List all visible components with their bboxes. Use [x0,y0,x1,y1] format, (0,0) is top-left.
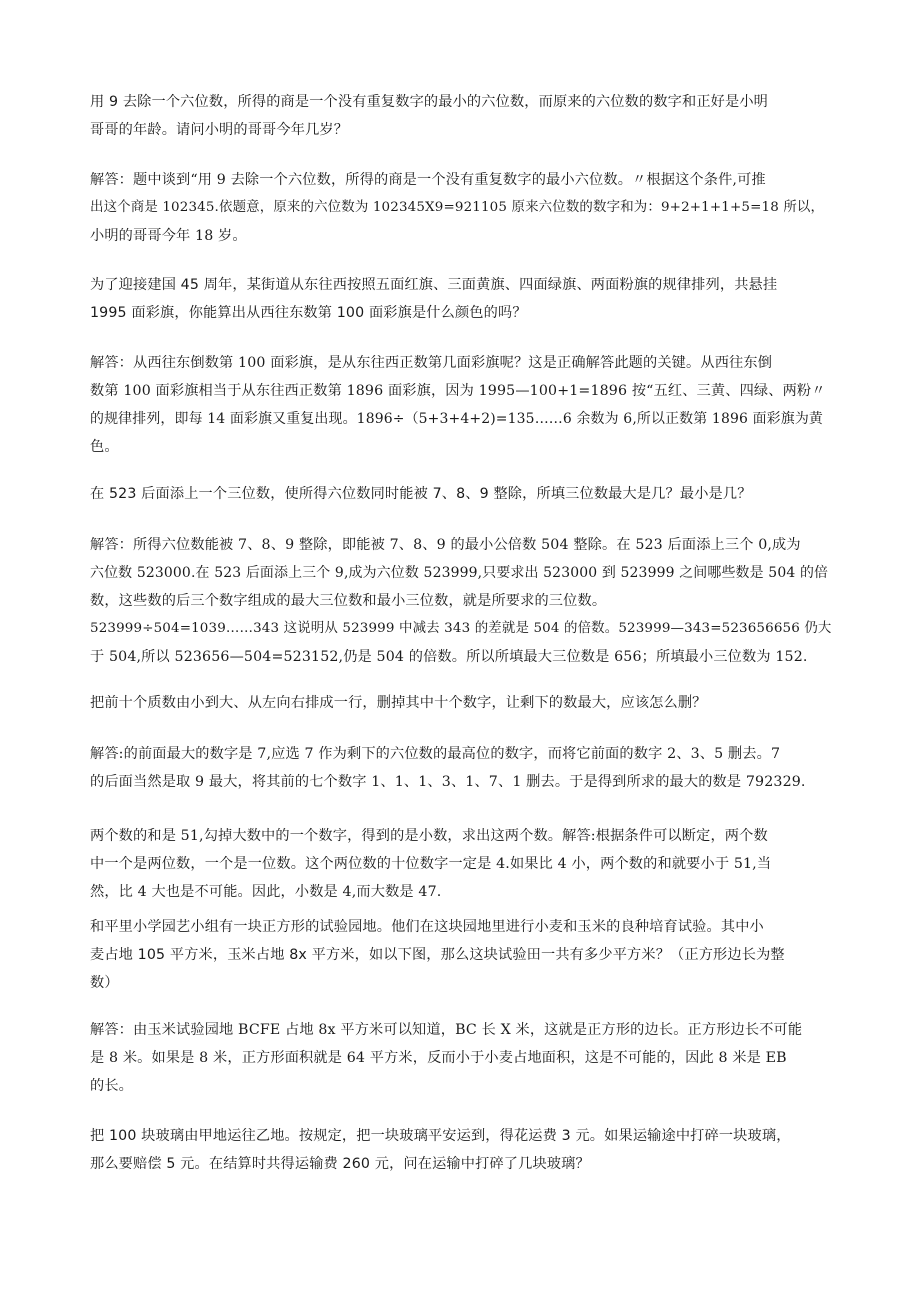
question-1 [90,88,832,144]
question-1-line-1: 用 9 去除一个六位数，所得的商是一个没有重复数字的最小的六位数，而原来的六位数的数字和正好是小明 [90,94,769,110]
answer-2-line-4: 色。 [90,439,119,455]
answer-3-line-2: 六位数 523000.在 523 后面添上三个 9,成为六位数 523999,只要求出 523000 到 523999 之间哪些数是 504 的倍 [90,565,829,581]
answer-1-line-3: 小明的哥哥今年 18 岁。 [90,228,247,244]
answer-4-line-1: 解答:的前面最大的数字是 7,应选 7 作为剩下的六位数的最高位的数字，而将它前面的数字 2、3、5 删去。7 [90,746,781,762]
question-7-line-2: 那么要赔偿 5 元。在结算时共得运输费 260 元，问在运输中打碎了几块玻璃？ [90,1156,590,1172]
answer-2-line-2: 数第 100 面彩旗相当于从东往西正数第 1896 面彩旗，因为 1995—100+1=1896 按“五红、三黄、四绿、两粉〃 [90,383,826,399]
answer-3 [90,531,832,671]
question-7 [90,1122,832,1178]
question-4 [90,689,832,717]
question-5-line-2: 中一个是两位数，一个是一位数。这个两位数的十位数字一定是 4.如果比 4 小，两个数的和就要小于 51,当 [90,856,772,872]
answer-1 [90,166,832,250]
question-3-line-1: 在 523 后面添上一个三位数，使所得六位数同时能被 7、8、9 整除，所填三位数最大是几？最小是几？ [90,486,752,502]
answer-6 [90,1016,832,1100]
question-2-line-2: 1995 面彩旗，你能算出从西往东数第 100 面彩旗是什么颜色的吗？ [90,305,527,321]
question-6-line-3: 数） [90,975,119,991]
answer-6-line-1: 解答：由玉米试验园地 BCFE 占地 8x 平方米可以知道，BC 长 X 米，这就是正方形的边长。正方形边长不可能 [90,1022,803,1038]
answer-6-line-3: 的长。 [90,1078,134,1094]
answer-6-line-2: 是 8 米。如果是 8 米，正方形面积就是 64 平方米，反而小于小麦占地面积，这是不可能的，因此 8 米是 EB [90,1050,787,1066]
answer-3-line-4: 523999÷504=1039……343 这说明从 523999 中减去 343 的差就是 504 的倍数。523999—343=523656656 仍大 [90,621,832,636]
question-5 [90,822,832,906]
question-2 [90,271,832,327]
question-5-line-3: 然，比 4 大也是不可能。因此，小数是 4,而大数是 47. [90,884,442,900]
answer-4 [90,740,832,796]
answer-1-line-1: 解答：题中谈到“用 9 去除一个六位数，所得的商是一个没有重复数字的最小六位数。〃根据这个条件,可推 [90,172,766,188]
question-6-line-2: 麦占地 105 平方米，玉米占地 8x 平方米，如以下图，那么这块试验田一共有多少平方米？（正方形边长为整 [90,947,785,963]
question-4-line-1: 把前十个质数由小到大、从左向右排成一行，删掉其中十个数字，让剩下的数最大，应该怎么删？ [90,695,707,711]
answer-1-line-2: 出这个商是 102345.依题意，原来的六位数为 102345X9=921105 原来六位数的数字和为：9+2+1+1+5=18 所以， [90,200,825,215]
question-7-line-1: 把 100 块玻璃由甲地运往乙地。按规定，把一块玻璃平安运到，得花运费 3 元。如果运输途中打碎一块玻璃， [90,1128,791,1144]
question-6-line-1: 和平里小学园艺小组有一块正方形的试验园地。他们在这块园地里进行小麦和玉米的良种培育试验。其中小 [90,919,764,935]
answer-3-line-5: 于 504,所以 523656—504=523152,仍是 504 的倍数。所以所填最大三位数是 656；所填最小三位数为 152. [90,649,808,665]
answer-2-line-3: 的规律排列，即每 14 面彩旗又重复出现。1896÷（5+3+4+2)=135……6 余数为 6,所以正数第 1896 面彩旗为黄 [90,411,824,427]
question-5-line-1: 两个数的和是 51,勾掉大数中的一个数字，得到的是小数，求出这两个数。解答:根据条件可以断定，两个数 [90,828,768,844]
question-6 [90,913,832,997]
answer-4-line-2: 的后面当然是取 9 最大，将其前的七个数字 1、1、1、3、1、7、1 删去。于是得到所求的最大的数是 792329. [90,774,806,790]
answer-3-line-3: 数，这些数的后三个数字组成的最大三位数和最小三位数，就是所要求的三位数。 [90,593,607,609]
question-2-line-1: 为了迎接建国 45 周年，某街道从东往西按照五面红旗、三面黄旗、四面绿旗、两面粉旗的规律排列，共悬挂 [90,277,778,293]
answer-2 [90,349,832,461]
answer-2-line-1: 解答：从西往东倒数第 100 面彩旗，是从东往西正数第几面彩旗呢？这是正确解答此题的关键。从西往东倒 [90,355,773,371]
answer-3-line-1: 解答：所得六位数能被 7、8、9 整除，即能被 7、8、9 的最小公倍数 504 整除。在 523 后面添上三个 0,成为 [90,537,801,553]
question-1-line-2: 哥哥的年龄。请问小明的哥哥今年几岁？ [90,122,349,138]
question-3 [90,480,832,508]
